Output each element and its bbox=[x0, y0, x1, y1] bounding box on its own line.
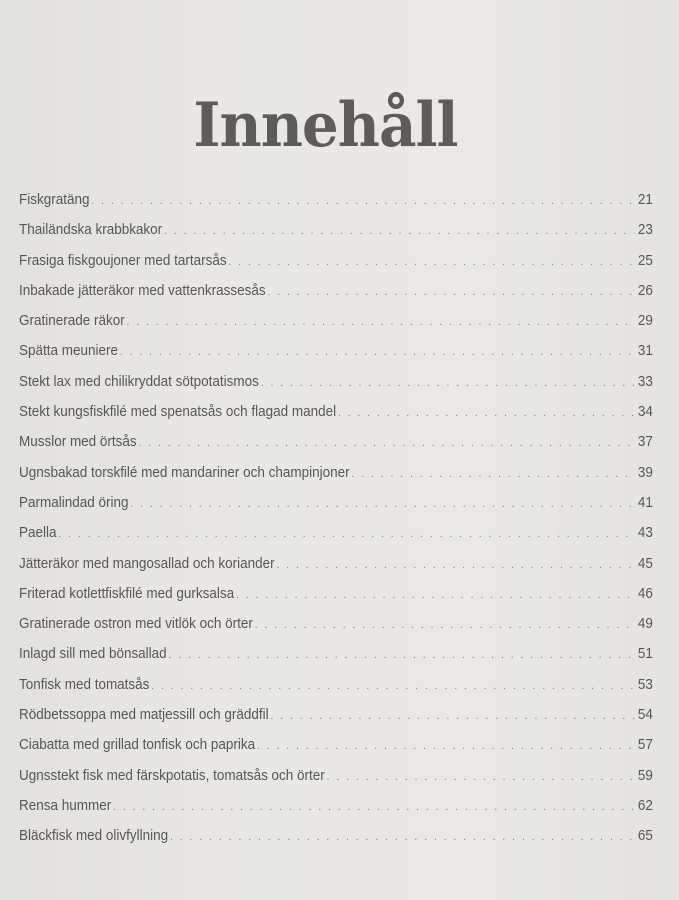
toc-entry-title: Musslor med örtsås bbox=[19, 434, 137, 451]
toc-entry-page-number: 59 bbox=[637, 767, 653, 784]
toc-entry-title: Tonfisk med tomatsås bbox=[19, 676, 150, 693]
toc-entry bbox=[19, 791, 653, 821]
dot-leader bbox=[164, 216, 634, 246]
toc-entry-title: Spätta meuniere bbox=[19, 343, 118, 360]
toc-entry-page-number: 62 bbox=[637, 797, 653, 814]
dot-leader bbox=[91, 186, 634, 216]
toc-entry bbox=[19, 246, 653, 276]
dot-leader bbox=[261, 368, 635, 398]
toc-entry bbox=[19, 367, 653, 397]
toc-entry bbox=[19, 488, 653, 518]
toc-entry-page-number: 31 bbox=[637, 343, 653, 360]
page-title: Innehåll bbox=[193, 89, 458, 161]
toc-entry bbox=[19, 397, 653, 427]
toc-entry-title: Parmalindad öring bbox=[19, 494, 129, 511]
toc-entry-page-number: 37 bbox=[637, 434, 653, 451]
toc-entry-page-number: 26 bbox=[637, 282, 653, 299]
dot-leader bbox=[270, 701, 634, 731]
dot-leader bbox=[276, 550, 634, 580]
toc-entry-page-number: 29 bbox=[637, 313, 653, 330]
dot-leader bbox=[257, 731, 634, 761]
toc-entry-page-number: 54 bbox=[637, 707, 653, 724]
toc-entry-page-number: 45 bbox=[637, 555, 653, 572]
toc-entry-title: Ugnsstekt fisk med färskpotatis, tomatsås och örter bbox=[19, 767, 325, 784]
dot-leader bbox=[58, 519, 634, 549]
toc-entry bbox=[19, 185, 653, 215]
table-of-contents bbox=[19, 185, 653, 852]
toc-entry-title: Frasiga fiskgoujoner med tartarsås bbox=[19, 252, 227, 269]
dot-leader bbox=[113, 792, 634, 822]
toc-entry-page-number: 46 bbox=[637, 585, 653, 602]
toc-entry-title: Friterad kotlettfiskfilé med gurksalsa bbox=[19, 585, 235, 602]
toc-entry bbox=[19, 336, 653, 366]
toc-entry-page-number: 25 bbox=[637, 252, 653, 269]
toc-entry bbox=[19, 518, 653, 548]
dot-leader bbox=[151, 671, 634, 701]
dot-leader bbox=[267, 277, 634, 307]
toc-entry-title: Jätteräkor med mangosallad och koriander bbox=[19, 555, 275, 572]
toc-entry-page-number: 57 bbox=[637, 737, 653, 754]
toc-entry bbox=[19, 670, 653, 700]
toc-entry bbox=[19, 458, 653, 488]
toc-entry bbox=[19, 215, 653, 245]
toc-entry-title: Inbakade jätteräkor med vattenkrassesås bbox=[19, 282, 266, 299]
toc-entry bbox=[19, 427, 653, 457]
toc-entry-title: Thailändska krabbkakor bbox=[19, 222, 163, 239]
toc-entry-title: Rödbetssoppa med matjessill och gräddfil bbox=[19, 707, 269, 724]
toc-entry-page-number: 43 bbox=[637, 525, 653, 542]
toc-entry-page-number: 65 bbox=[637, 828, 653, 845]
toc-entry-title: Ugnsbakad torskfilé med mandariner och champinjoner bbox=[19, 464, 350, 481]
toc-entry-title: Bläckfisk med olivfyllning bbox=[19, 828, 169, 845]
toc-entry-page-number: 39 bbox=[637, 464, 653, 481]
toc-entry bbox=[19, 761, 653, 791]
toc-entry-page-number: 41 bbox=[637, 494, 653, 511]
toc-entry bbox=[19, 306, 653, 336]
dot-leader bbox=[170, 822, 634, 852]
toc-entry bbox=[19, 609, 653, 639]
dot-leader bbox=[139, 428, 635, 458]
toc-entry-title: Ciabatta med grillad tonfisk och paprika bbox=[19, 737, 256, 754]
dot-leader bbox=[338, 398, 634, 428]
toc-entry-title: Stekt lax med chilikryddat sötpotatismos bbox=[19, 373, 259, 390]
toc-entry-page-number: 51 bbox=[637, 646, 653, 663]
toc-entry-title: Rensa hummer bbox=[19, 797, 112, 814]
dot-leader bbox=[120, 337, 634, 367]
toc-entry bbox=[19, 549, 653, 579]
toc-entry-page-number: 49 bbox=[637, 616, 653, 633]
dot-leader bbox=[130, 489, 634, 519]
toc-entry-title: Gratinerade räkor bbox=[19, 313, 125, 330]
toc-entry-page-number: 34 bbox=[637, 404, 653, 421]
toc-entry-title: Paella bbox=[19, 525, 57, 542]
toc-entry-page-number: 23 bbox=[637, 222, 653, 239]
toc-entry-title: Inlagd sill med bönsallad bbox=[19, 646, 167, 663]
dot-leader bbox=[228, 247, 634, 277]
toc-entry-page-number: 53 bbox=[637, 676, 653, 693]
toc-entry-title: Stekt kungsfiskfilé med spenatsås och flagad mandel bbox=[19, 404, 337, 421]
toc-entry bbox=[19, 639, 653, 669]
toc-entry bbox=[19, 276, 653, 306]
dot-leader bbox=[351, 459, 634, 489]
toc-entry bbox=[19, 730, 653, 760]
toc-entry bbox=[19, 821, 653, 851]
dot-leader bbox=[169, 640, 635, 670]
toc-entry-title: Gratinerade ostron med vitlök och örter bbox=[19, 616, 253, 633]
dot-leader bbox=[236, 580, 634, 610]
toc-entry-page-number: 33 bbox=[637, 373, 653, 390]
dot-leader bbox=[255, 610, 635, 640]
dot-leader bbox=[327, 762, 635, 792]
toc-entry bbox=[19, 700, 653, 730]
toc-entry bbox=[19, 579, 653, 609]
toc-entry-title: Fiskgratäng bbox=[19, 192, 90, 208]
dot-leader bbox=[127, 307, 635, 337]
toc-entry-page-number: 21 bbox=[637, 192, 653, 208]
